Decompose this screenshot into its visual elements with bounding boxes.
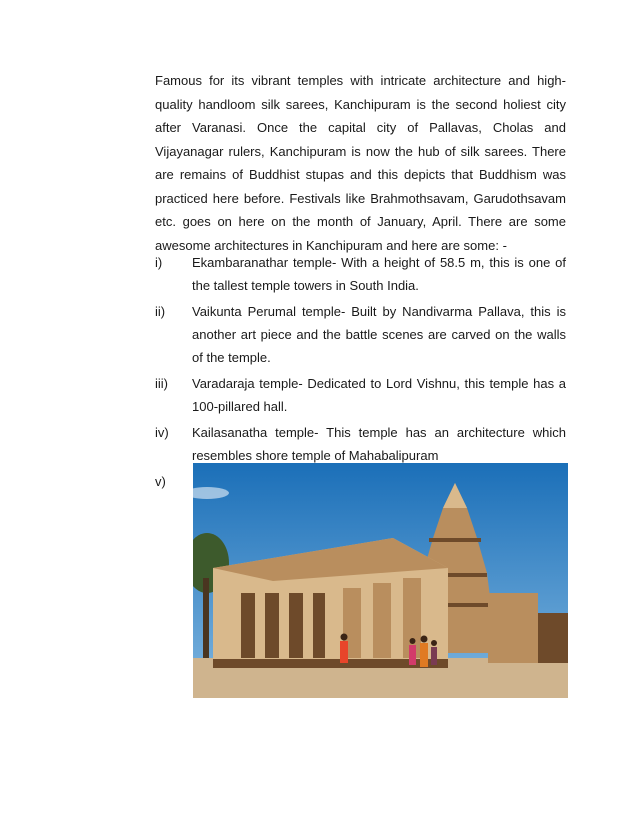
- visitor-head: [410, 638, 416, 644]
- visitor: [420, 643, 428, 667]
- list-item: [155, 300, 566, 369]
- visitor: [340, 641, 348, 663]
- list-item-number: iv): [155, 425, 169, 440]
- hall-opening: [265, 593, 279, 658]
- list-item-text: Vaikunta Perumal temple- Built by Nandivarma Pallava, this is another art piece and the battle scenes are carved on the walls of the temple.: [192, 304, 566, 365]
- visitor-head: [421, 636, 428, 643]
- hall-opening: [289, 593, 303, 658]
- list-item-number: v): [155, 474, 166, 489]
- visitor: [431, 647, 437, 665]
- list-item-number: iii): [155, 376, 168, 391]
- far-structure: [538, 613, 568, 663]
- carved-panel: [373, 583, 391, 658]
- list-item: [155, 372, 566, 418]
- list-item: [155, 421, 566, 467]
- list-item-text: Ekambaranathar temple- With a height of 58.5 m, this is one of the tallest temple towers in South India.: [192, 255, 566, 293]
- visitor: [409, 645, 416, 665]
- list-item: [155, 251, 566, 297]
- list-item-number: i): [155, 255, 163, 270]
- list-item-text: Kailasanatha temple- This temple has an architecture which resembles shore temple of Mahabalipuram: [192, 425, 566, 463]
- list-item-text: Varadaraja temple- Dedicated to Lord Vishnu, this temple has a 100-pillared hall.: [192, 376, 566, 414]
- intro-paragraph: Famous for its vibrant temples with intricate architecture and high-quality handloom silk sarees, Kanchipuram is the second holiest city after Varanasi. Once the capital city of Pallavas, Cholas and Vijayanagar rulers, Kanchipuram is now the hub of silk sarees. There are remains of Buddhist stupas and this depicts that Buddhism was practiced here before. Festivals like Brahmothsavam, Garudothsavam etc. goes on here on the month of January, April. There are some awesome architectures in Kanchipuram and here are some: -: [155, 73, 566, 253]
- visitor-head: [341, 634, 348, 641]
- side-wing: [488, 593, 538, 663]
- tower-tier: [429, 538, 481, 542]
- temple-illustration: [193, 463, 568, 698]
- hall-opening: [313, 593, 325, 658]
- visitor-head: [431, 640, 437, 646]
- tree-trunk: [203, 578, 209, 658]
- list-item-number: ii): [155, 304, 166, 319]
- hall-opening: [241, 593, 255, 658]
- temple-photo: [193, 463, 568, 698]
